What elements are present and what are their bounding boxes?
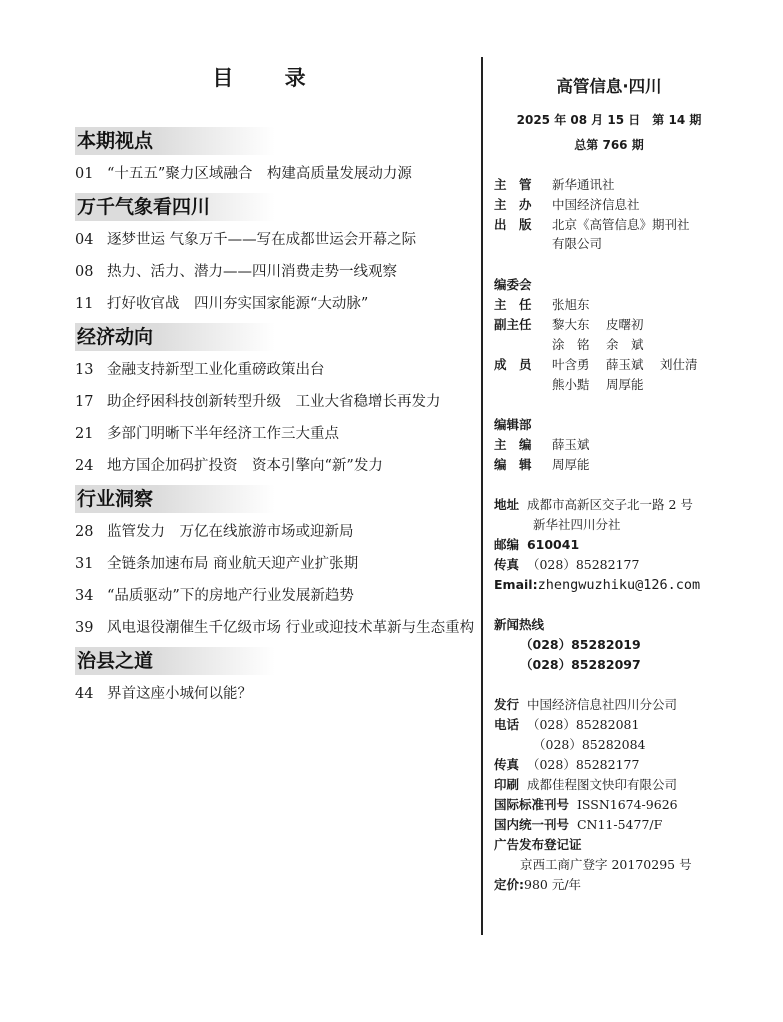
toc-entry[interactable] (75, 256, 475, 288)
email-label: Email: (494, 577, 538, 592)
phone-value: （028）85282081 (526, 717, 640, 732)
fax-label: 传真 (494, 557, 520, 572)
email-link[interactable]: zhengwuzhiku@126.com (537, 577, 701, 593)
publisher-value-cont: 有限公司 (552, 236, 603, 251)
fax-row (494, 555, 639, 575)
page-number: 34 (75, 588, 94, 604)
page-number: 17 (75, 394, 94, 410)
toc-entry[interactable] (75, 418, 475, 450)
article-title: 助企纾困科技创新转型升级 工业大省稳增长再发力 (107, 394, 441, 410)
ad-license-label: 广告发布登记证 (494, 837, 582, 852)
deputy-row (494, 315, 643, 335)
editorial-board-heading: 编委会 (494, 277, 532, 292)
publisher-label: 出 版 (494, 217, 532, 232)
chief-editor-value: 薛玉斌 (552, 437, 590, 452)
article-title: 金融支持新型工业化重磅政策出台 (107, 362, 325, 378)
distribution-label: 发行 (494, 697, 520, 712)
editorial-dept-heading: 编辑部 (494, 417, 532, 432)
deputy-value: 黎大东 皮曙初 (552, 317, 644, 332)
director-label: 主 任 (494, 297, 532, 312)
article-title: 监管发力 万亿在线旅游市场或迎新局 (107, 524, 354, 540)
article-title: 地方国企加码扩投资 资本引擎向“新”发力 (107, 458, 383, 474)
issn-value: ISSN1674-9626 (576, 797, 678, 812)
page-number: 13 (75, 362, 94, 378)
host-label: 主 办 (494, 197, 532, 212)
issn-row (494, 795, 678, 815)
toc-entry[interactable] (75, 516, 475, 548)
issn-label: 国际标准刊号 (494, 797, 570, 812)
page-number: 24 (75, 458, 94, 474)
section-heading: 行业洞察 (75, 485, 475, 513)
members-value-cont: 熊小黠 周厚能 (552, 377, 644, 392)
toc-entry[interactable] (75, 386, 475, 418)
printer-value: 成都佳程图文快印有限公司 (526, 777, 677, 792)
sponsor-value: 新华通讯社 (552, 177, 615, 192)
page-number: 44 (75, 686, 94, 702)
page-number: 08 (75, 264, 94, 280)
address-value: 成都市高新区交子北一路 2 号 (526, 497, 693, 512)
issue-date: 2025 年 08 月 15 日 第 14 期 (516, 113, 702, 127)
address-row (494, 495, 693, 515)
sponsor-label: 主 管 (494, 177, 532, 192)
chief-editor-label: 主 编 (494, 437, 532, 452)
total-issue: 总第 766 期 (574, 138, 644, 152)
article-title: 热力、活力、潜力——四川消费走势一线观察 (107, 264, 397, 280)
article-title: 多部门明晰下半年经济工作三大重点 (107, 426, 339, 442)
director-value: 张旭东 (552, 297, 590, 312)
toc-entry[interactable] (75, 580, 475, 612)
deputy-label: 副主任 (494, 317, 532, 332)
publisher-value: 北京《高管信息》期刊社 (552, 217, 690, 232)
email-row (494, 575, 700, 595)
article-title: 界首这座小城何以能？ (107, 686, 252, 702)
page-number: 28 (75, 524, 94, 540)
article-title: 全链条加速布局 商业航天迎产业扩张期 (107, 556, 359, 572)
fax-value: （028）85282177 (526, 557, 640, 572)
toc-entry[interactable] (75, 548, 475, 580)
price-row (494, 875, 581, 895)
postcode-label: 邮编 (494, 537, 520, 552)
page-number: 31 (75, 556, 94, 572)
article-title: “品质驱动”下的房地产行业发展新趋势 (107, 588, 354, 604)
publication-name: 高管信息·四川 (556, 77, 662, 96)
host-row (494, 195, 640, 215)
toc-entry[interactable] (75, 612, 475, 644)
toc-entry[interactable] (75, 450, 475, 482)
editor-value: 周厚能 (552, 457, 590, 472)
members-row (494, 355, 697, 375)
postcode-value: 610041 (526, 537, 580, 552)
members-value: 叶含勇 薛玉斌 刘仕清 (552, 357, 698, 372)
toc-entry[interactable] (75, 158, 475, 190)
section-heading: 本期视点 (75, 127, 475, 155)
fax2-row (494, 755, 639, 775)
section-heading: 万千气象看四川 (75, 193, 475, 221)
column-divider (481, 57, 483, 935)
director-row (494, 295, 590, 315)
deputy-value-cont: 涂 铭 余 斌 (552, 337, 644, 352)
table-of-contents (75, 124, 475, 710)
fax2-value: （028）85282177 (526, 757, 640, 772)
page-number: 01 (75, 166, 94, 182)
distribution-value: 中国经济信息社四川分公司 (526, 697, 677, 712)
toc-entry[interactable] (75, 678, 475, 710)
address-label: 地址 (494, 497, 520, 512)
page-number: 11 (75, 296, 94, 312)
editor-label: 编 辑 (494, 457, 532, 472)
print-row (494, 775, 677, 795)
toc-entry[interactable] (75, 224, 475, 256)
host-value: 中国经济信息社 (552, 197, 640, 212)
page-number: 04 (75, 232, 94, 248)
page-number: 21 (75, 426, 94, 442)
address-value-cont: 新华社四川分社 (533, 517, 621, 532)
toc-entry[interactable] (75, 288, 475, 320)
phone-row (494, 715, 639, 735)
cn-value: CN11-5477/F (576, 817, 663, 832)
hotline-number: （028）85282019 (520, 637, 641, 652)
fax2-label: 传真 (494, 757, 520, 772)
toc-entry[interactable] (75, 354, 475, 386)
postcode-row (494, 535, 579, 555)
hotline-number: （028）85282097 (520, 657, 641, 672)
cn-label: 国内统一刊号 (494, 817, 570, 832)
publisher-row (494, 215, 690, 235)
hotline-heading: 新闻热线 (494, 617, 545, 632)
cn-row (494, 815, 662, 835)
section-heading: 经济动向 (75, 323, 475, 351)
article-title: “十五五”聚力区域融合 构建高质量发展动力源 (107, 166, 412, 182)
section-heading: 治县之道 (75, 647, 475, 675)
members-label: 成 员 (494, 357, 532, 372)
page-number: 39 (75, 620, 94, 636)
price-label: 定价: (494, 877, 524, 892)
article-title: 风电退役潮催生千亿级市场 行业或迎技术革新与生态重构 (107, 620, 475, 636)
editor-row (494, 455, 590, 475)
distribution-row (494, 695, 677, 715)
phone-value-cont: （028）85282084 (533, 737, 646, 752)
sponsor-row (494, 175, 615, 195)
article-title: 打好收官战 四川夯实国家能源“大动脉” (107, 296, 369, 312)
phone-label: 电话 (494, 717, 520, 732)
ad-license-value: 京西工商广登字 20170295 号 (520, 857, 692, 872)
price-value: 980 元/年 (524, 877, 582, 892)
article-title: 逐梦世运 气象万千——写在成都世运会开幕之际 (107, 232, 417, 248)
toc-title: 目 录 (212, 66, 328, 90)
chief-editor-row (494, 435, 590, 455)
print-label: 印刷 (494, 777, 520, 792)
